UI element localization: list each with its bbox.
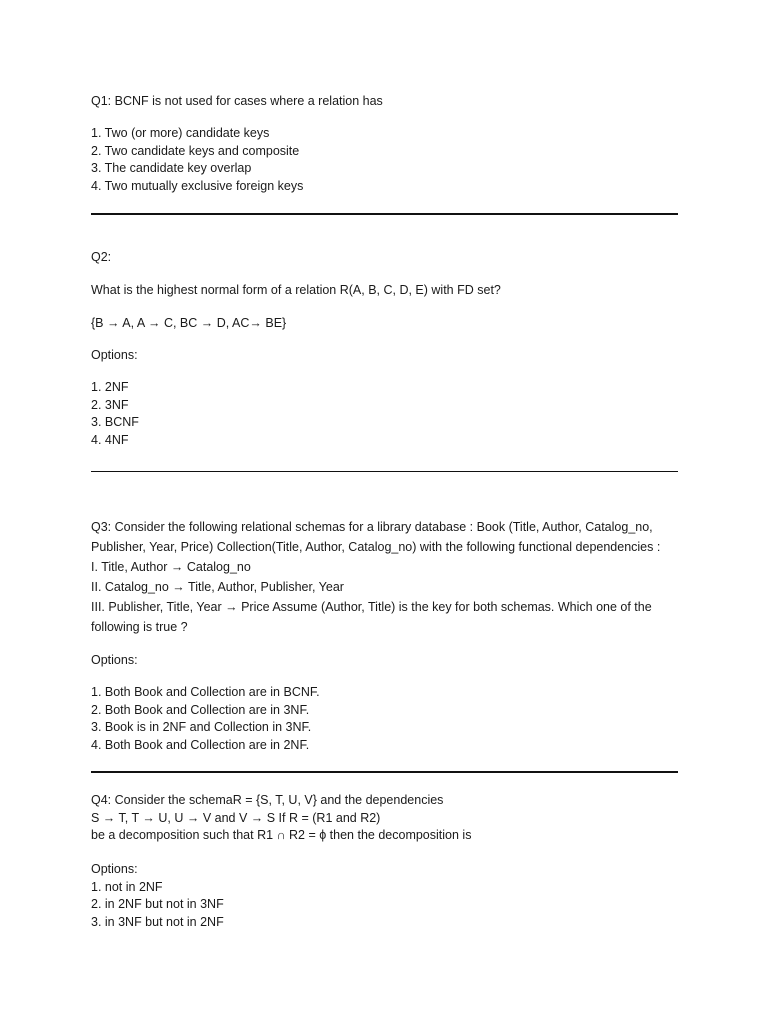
question-3-line: Q3: Consider the following relational schemas for a library database : Book (Title, Author, Catalog_no, (91, 520, 653, 534)
question-4-line: S → T, T → U, U → V and V → S If R = (R1 and R2) (91, 810, 381, 825)
question-3-line: following is true ? (91, 620, 188, 634)
option-item: 4. 4NF (91, 432, 129, 447)
question-2-options-label (91, 347, 679, 365)
question-3-line: III. Publisher, Title, Year → Price Assume (Author, Title) is the key for both schemas. Which one of the (91, 600, 652, 614)
option-item: 2. Both Book and Collection are in 3NF. (91, 702, 310, 717)
option-item: 1. Two (or more) candidate keys (91, 126, 270, 140)
section-divider (91, 213, 678, 215)
option-item: 3. The candidate key overlap (91, 161, 252, 175)
option-item: 1. Both Book and Collection are in BCNF. (91, 685, 320, 699)
question-1-text: Q1: BCNF is not used for cases where a relation has (91, 94, 383, 108)
question-4 (91, 792, 679, 845)
option-item: 3. Book is in 2NF and Collection in 3NF. (91, 720, 312, 734)
option-item: 4. Two mutually exclusive foreign keys (91, 178, 304, 193)
option-item: 2. 3NF (91, 397, 129, 412)
question-3-line: II. Catalog_no → Title, Author, Publisher, Year (91, 580, 344, 594)
question-2-heading (91, 249, 679, 267)
question-2-fd-set (91, 315, 679, 333)
option-item: 2. in 2NF but not in 3NF (91, 897, 224, 911)
question-2-text: What is the highest normal form of a relation R(A, B, C, D, E) with FD set? (91, 283, 501, 297)
option-item: 3. in 3NF but not in 2NF (91, 914, 224, 929)
section-divider (91, 471, 678, 472)
option-item: 4. Both Book and Collection are in 2NF. (91, 737, 310, 752)
question-3-options (91, 684, 679, 754)
options-label: Options: (91, 862, 138, 876)
option-item: 1. 2NF (91, 380, 129, 394)
question-4-options (91, 861, 679, 931)
section-divider (91, 771, 678, 773)
question-3-line: Publisher, Year, Price) Collection(Title, Author, Catalog_no) with the following functional dependencies : (91, 540, 661, 554)
question-1-options (91, 125, 679, 195)
question-4-line: be a decomposition such that R1 ∩ R2 = ϕ then the decomposition is (91, 828, 472, 842)
question-3-options-label (91, 652, 679, 670)
question-2 (91, 282, 679, 300)
option-item: 2. Two candidate keys and composite (91, 143, 300, 158)
option-item: 3. BCNF (91, 415, 139, 429)
option-item: 1. not in 2NF (91, 879, 163, 894)
question-4-line: Q4: Consider the schemaR = {S, T, U, V} and the dependencies (91, 793, 444, 807)
question-2-label: Q2: (91, 250, 112, 264)
options-label: Options: (91, 348, 138, 362)
question-3-line: I. Title, Author → Catalog_no (91, 560, 251, 574)
question-3 (91, 517, 679, 637)
options-label: Options: (91, 653, 138, 667)
question-2-options (91, 379, 679, 449)
question-1 (91, 93, 679, 111)
fd-set-text: {B → A, A → C, BC → D, AC→ BE} (91, 316, 287, 330)
